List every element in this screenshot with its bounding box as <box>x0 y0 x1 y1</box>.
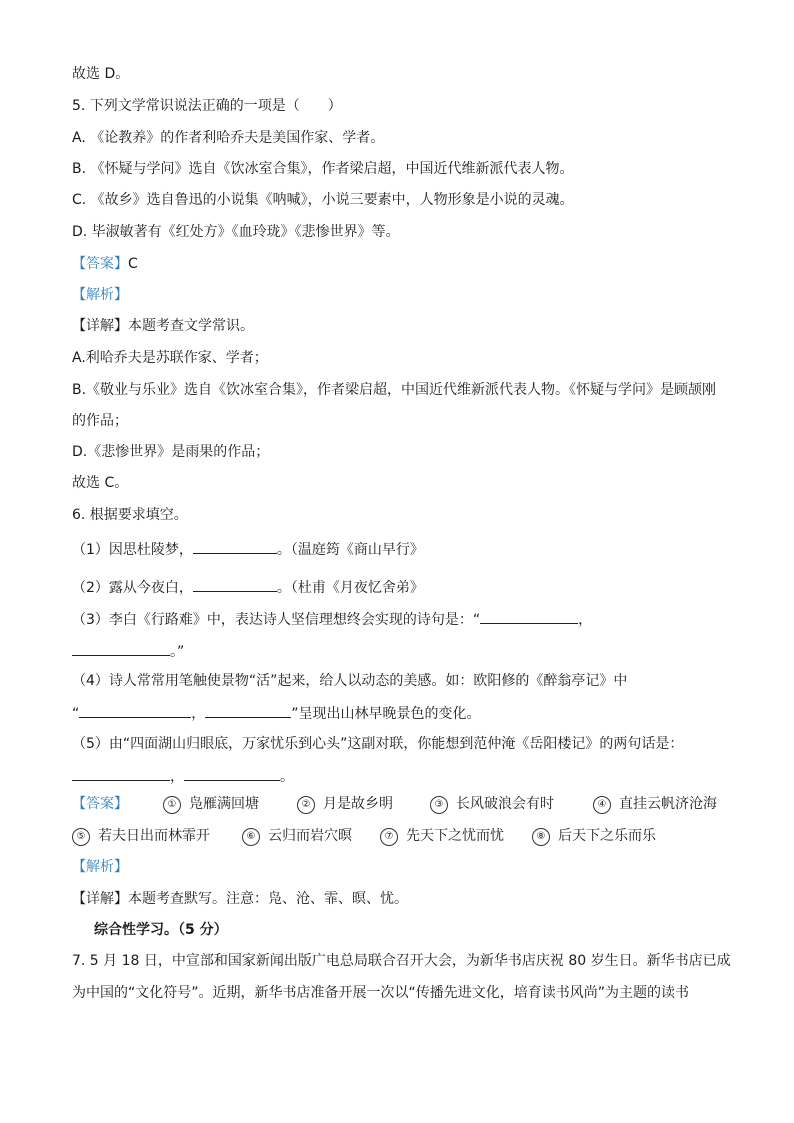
answer-item-1 <box>163 794 259 814</box>
fill-blank <box>193 576 277 592</box>
q6-item1-suffix: 。（温庭筠《商山早行》 <box>276 542 424 558</box>
q6-item2 <box>72 576 424 598</box>
answer-text: 先天下之忧而忧 <box>406 828 504 844</box>
q7-line1: 7. 5 月 18 日，中宣部和国家新闻出版广电总局联合召开大会，为新华书店庆祝 80 岁生日。新华书店已成 <box>72 953 731 969</box>
answer-item-2 <box>297 794 393 814</box>
q6-item5-line1: （5）由“四面湖山归眼底，万家忧乐到心头”这副对联，你能想到范仲淹《岳阳楼记》的两句话是： <box>72 736 684 752</box>
q5-answer <box>72 254 138 274</box>
q6-item4-comma: ， <box>191 706 206 722</box>
q6-item5-comma: ， <box>170 769 184 785</box>
answer-text: 凫雁满回塘 <box>189 796 259 812</box>
q6-item3-prefix: （3）李白《行路难》中，表达诗人坚信理想终会实现的诗句是：“ <box>72 612 481 628</box>
q6-detail: 【详解】本题考查默写。注意：凫、沧、霏、暝、忧。 <box>72 891 408 907</box>
q6-item5-end: 。 <box>280 769 294 785</box>
fill-blank <box>480 608 578 624</box>
q5-option-c: C. 《故乡》选自鲁迅的小说集《呐喊》，小说三要素中，人物形象是小说的灵魂。 <box>72 192 574 208</box>
q6-item5-line2 <box>72 765 294 787</box>
q5-analysis-tag: 【解析】 <box>72 287 128 303</box>
q5-stem: 5. 下列文学常识说法正确的一项是（ ） <box>72 98 342 114</box>
answer-number: ⑥ <box>242 828 260 846</box>
answer-text: 若夫日出而林霏开 <box>98 828 210 844</box>
fill-blank <box>72 640 170 656</box>
q6-item1 <box>72 538 424 560</box>
answer-item-8 <box>532 826 656 846</box>
q5-option-b: B. 《怀疑与学问》选自《饮冰室合集》，作者梁启超，中国近代维新派代表人物。 <box>72 161 574 177</box>
q6-item2-suffix: 。（杜甫《月夜忆舍弟》 <box>276 580 424 596</box>
q6-answer-tag: 【答案】 <box>72 796 128 812</box>
fill-blank <box>184 765 280 781</box>
fill-blank <box>72 765 170 781</box>
q5-conclusion: 故选 C。 <box>72 475 129 491</box>
q5-detail: 【详解】本题考查文学常识。 <box>72 318 254 334</box>
q5-explain-b-line2: 的作品； <box>72 413 128 429</box>
q5-option-d: D. 毕淑敏著有《红处方》《血玲珑》《悲惨世界》等。 <box>72 224 400 240</box>
q6-stem: 6. 根据要求填空。 <box>72 507 188 523</box>
fill-blank <box>193 538 277 554</box>
q6-item3-line1 <box>72 608 592 630</box>
answer-text: 长风破浪会有时 <box>456 796 554 812</box>
answer-tag: 【答案】 <box>72 256 128 272</box>
answer-item-3 <box>430 794 554 814</box>
answer-item-5 <box>72 826 210 846</box>
q6-item3-line2 <box>72 640 184 662</box>
q6-item4-line1: （4）诗人常常用笔触使景物“活”起来，给人以动态的美感。如：欧阳修的《醉翁亭记》中 <box>72 673 628 689</box>
q7-line2: 为中国的“文化符号”。近期，新华书店准备开展一次以“传播先进文化，培育读书风尚”为主题的读书 <box>72 985 690 1001</box>
answer-text: 直挂云帆济沧海 <box>619 796 717 812</box>
q6-item4-open-quote: “ <box>72 706 80 722</box>
answer-item-6 <box>242 826 352 846</box>
q6-item4-close: ”呈现出山林早晚景色的变化。 <box>291 706 481 722</box>
answer-value: C <box>128 256 138 272</box>
answer-number: ③ <box>430 796 448 814</box>
section-title: 综合性学习。（5 分） <box>94 922 228 938</box>
q6-item3-comma: ， <box>578 612 593 628</box>
answer-number: ① <box>163 796 181 814</box>
q6-item2-prefix: （2）露从今夜白， <box>72 580 193 596</box>
q5-option-a: A. 《论教养》的作者利哈乔夫是美国作家、学者。 <box>72 130 385 146</box>
q6-analysis-tag: 【解析】 <box>72 859 128 875</box>
answer-number: ⑧ <box>532 828 550 846</box>
q5-explain-b-line1: B.《敬业与乐业》选自《饮冰室合集》，作者梁启超，中国近代维新派代表人物。《怀疑与学问》是顾颉刚 <box>72 382 717 398</box>
answer-number: ② <box>297 796 315 814</box>
answer-number: ⑤ <box>72 828 90 846</box>
q6-item1-prefix: （1）因思杜陵梦， <box>72 542 193 558</box>
q6-item4-line2 <box>72 702 481 724</box>
answer-text: 云归而岩穴暝 <box>268 828 352 844</box>
answer-item-4 <box>593 794 717 814</box>
answer-item-7 <box>380 826 504 846</box>
answer-text: 后天下之乐而乐 <box>558 828 656 844</box>
conclusion-prev: 故选 D。 <box>72 66 130 82</box>
answer-number: ④ <box>593 796 611 814</box>
answer-number: ⑦ <box>380 828 398 846</box>
q5-explain-d: D.《悲惨世界》是雨果的作品； <box>72 444 270 460</box>
fill-blank <box>205 702 291 718</box>
answer-text: 月是故乡明 <box>323 796 393 812</box>
fill-blank <box>79 702 191 718</box>
q5-explain-a: A.利哈乔夫是苏联作家、学者； <box>72 350 268 366</box>
q6-item3-end: 。” <box>170 644 185 660</box>
